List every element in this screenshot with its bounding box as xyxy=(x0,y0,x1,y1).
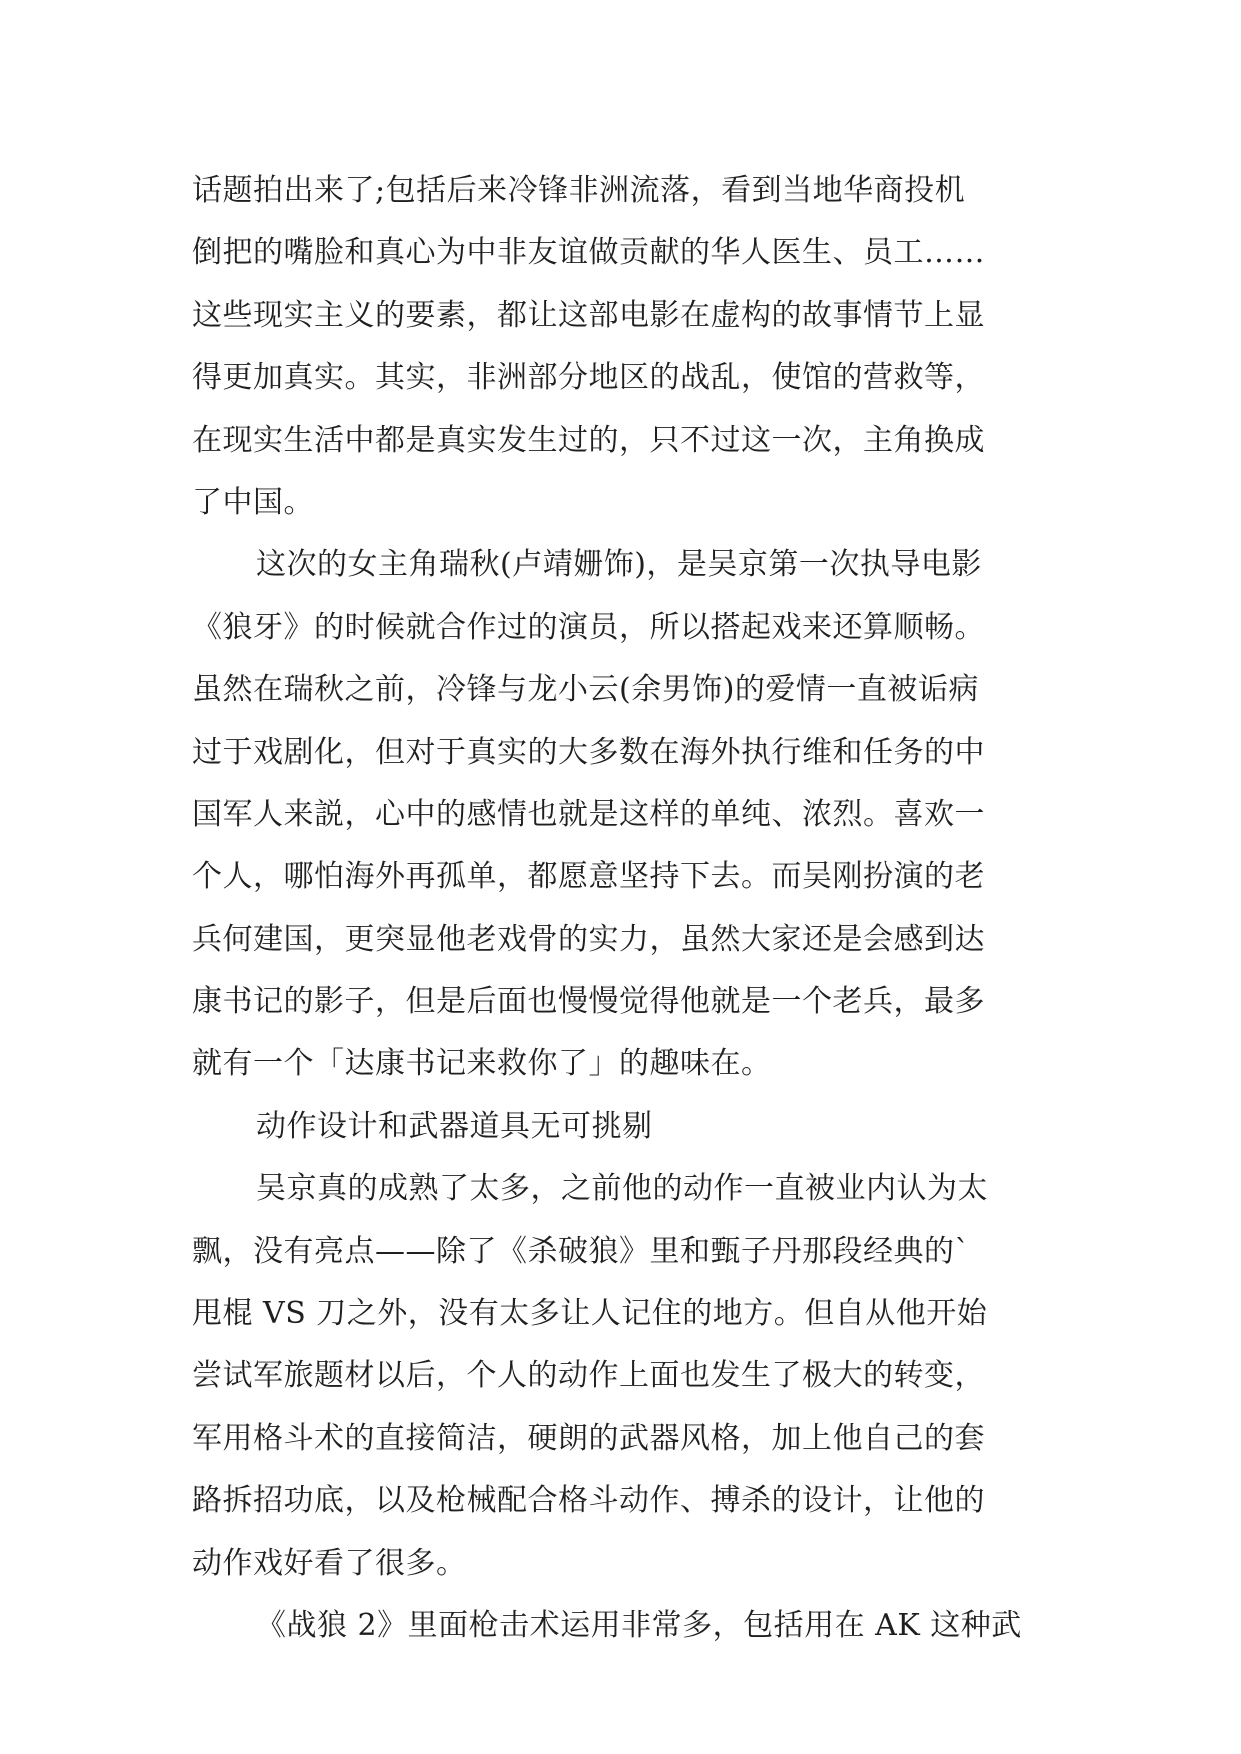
text-line: 了中国。 xyxy=(192,484,314,520)
text-line: 得更加真实。其实，非洲部分地区的战乱，使馆的营救等， xyxy=(192,360,985,396)
text-line: 这些现实主义的要素，都让这部电影在虚构的故事情节上显 xyxy=(192,297,985,333)
paragraph-first-line: 这次的女主角瑞秋(卢靖姗饰)，是吴京第一次执导电影 xyxy=(256,547,982,583)
text-line: 虽然在瑞秋之前，冷锋与龙小云(余男饰)的爱情一直被诟病 xyxy=(192,672,979,708)
text-line: 康书记的影子，但是后面也慢慢觉得他就是一个老兵，最多 xyxy=(192,984,985,1020)
text-line: 兵何建国，更突显他老戏骨的实力，虽然大家还是会感到达 xyxy=(192,921,985,957)
text-line: 《狼牙》的时候就合作过的演员，所以搭起戏来还算顺畅。 xyxy=(192,609,985,645)
text-line: 甩棍 VS 刀之外，没有太多让人记住的地方。但自从他开始 xyxy=(192,1296,988,1332)
article-body xyxy=(192,160,1052,1657)
text-line: 路拆招功底，以及枪械配合格斗动作、搏杀的设计，让他的 xyxy=(192,1483,985,1519)
text-line: 个人，哪怕海外再孤单，都愿意坚持下去。而吴刚扮演的老 xyxy=(192,859,985,895)
text-line: 在现实生活中都是真实发生过的，只不过这一次，主角换成 xyxy=(192,422,985,458)
text-line: 动作戏好看了很多。 xyxy=(192,1545,467,1581)
text-line: 就有一个「达康书记来救你了」的趣味在。 xyxy=(192,1046,772,1082)
text-line: 倒把的嘴脸和真心为中非友谊做贡献的华人医生、员工…… xyxy=(192,235,985,271)
text-line: 飘，没有亮点——除了《杀破狼》里和甄子丹那段经典的` xyxy=(192,1233,970,1269)
text-line: 话题拍出来了;包括后来冷锋非洲流落，看到当地华商投机 xyxy=(192,173,966,208)
paragraph-first-line: 动作设计和武器道具无可挑剔 xyxy=(256,1108,653,1144)
text-line: 军用格斗术的直接简洁，硬朗的武器风格，加上他自己的套 xyxy=(192,1420,985,1456)
text-line: 尝试军旅题材以后，个人的动作上面也发生了极大的转变， xyxy=(192,1358,985,1394)
paragraph-first-line: 《战狼 2》里面枪击术运用非常多，包括用在 AK 这种武 xyxy=(256,1607,1022,1643)
paragraph-first-line: 吴京真的成熟了太多，之前他的动作一直被业内认为太 xyxy=(256,1171,988,1207)
text-line: 国军人来説，心中的感情也就是这样的单纯、浓烈。喜欢一 xyxy=(192,796,985,832)
text-line: 过于戏剧化，但对于真实的大多数在海外执行维和任务的中 xyxy=(192,734,985,770)
